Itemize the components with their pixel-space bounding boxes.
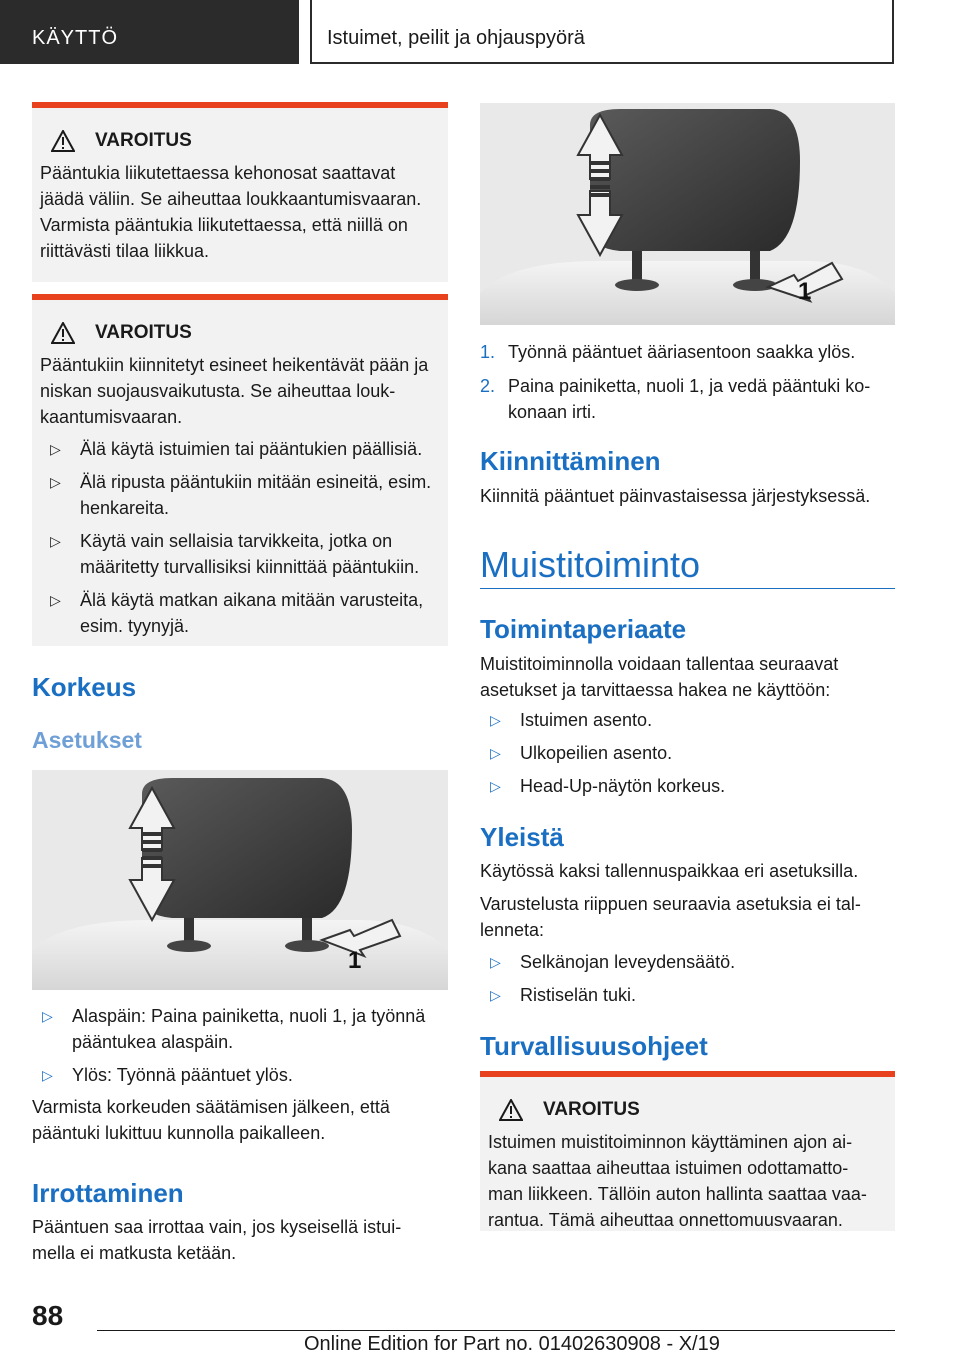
list-item: ▷ Älä käytä istuimien tai pääntukien päällisiä. (40, 436, 436, 462)
bullet-triangle-icon: ▷ (42, 1008, 53, 1024)
page-number: 88 (32, 1300, 64, 1331)
warning-text: Pääntukiin kiinnitetyt esineet heikentävät pään ja niskan suojausvaikutusta. Se aiheuttaa louk-kaantumisvaaran. (40, 355, 429, 427)
warning-title: VAROITUS (95, 130, 192, 151)
list-item: ▷ Alaspäin: Paina painiketta, nuoli 1, ja työnnä pääntukea alaspäin. (32, 1003, 442, 1055)
kiinnittaminen-text: Kiinnitä pääntuet päinvastaisessa järjestyksessä. (480, 486, 871, 506)
heading-toimintaperiaate: Toimintaperiaate (480, 614, 687, 644)
adjust-note: Varmista korkeuden säätämisen jälkeen, että pääntuki lukittuu kunnolla paikalleen. (32, 1097, 390, 1143)
bullet-triangle-icon: ▷ (50, 592, 61, 608)
callout-number: 1 (348, 947, 362, 974)
section-tab (0, 0, 299, 64)
warning-text: Istuimen muistitoiminnon käyttäminen ajon ai-kana saattaa aiheuttaa istuimen odottamatto-man liikkeen. Tällöin auton hallinta saattaa vaa-rantua. Tämä aiheuttaa onnettomuusvaaran. (488, 1132, 867, 1230)
warning-triangle-icon (499, 1099, 523, 1121)
heading-kiinnittaminen: Kiinnittäminen (480, 446, 661, 476)
list-item: ▷ Älä ripusta pääntukiin mitään esineitä, esim. henkareita. (40, 469, 436, 521)
bullet-triangle-icon: ▷ (50, 441, 61, 457)
yleista-text-1: Käytössä kaksi tallennuspaikkaa eri asetuksilla. (480, 861, 859, 881)
headrest-adjust-illustration (32, 770, 448, 990)
yleista-text-2: Varustelusta riippuen seuraavia asetuksia ei tal-lenneta: (480, 894, 861, 940)
heading-turvallisuusohjeet: Turvallisuusohjeet (480, 1031, 708, 1061)
bullet-triangle-icon: ▷ (490, 745, 501, 761)
heading-underline (480, 588, 895, 589)
list-item: ▷ Ylös: Työnnä pääntuet ylös. (32, 1062, 442, 1088)
list-item: ▷ Käytä vain sellaisia tarvikkeita, jotka on määritetty turvallisiksi kiinnittää pääntukiin. (40, 528, 436, 580)
chapter-tab (310, 0, 894, 64)
warning-box-accessories (32, 294, 448, 646)
memory-list (480, 707, 892, 806)
headrest-illustration (32, 770, 448, 990)
warning-box-pinching (32, 102, 448, 282)
list-item: ▷ Ristiselän tuki. (480, 982, 892, 1008)
list-item: ▷ Istuimen asento. (480, 707, 892, 733)
heading-yleista: Yleistä (480, 822, 564, 852)
step-item: 1. Työnnä pääntuet ääriasentoon saakka ylös. (480, 342, 856, 362)
bullet-triangle-icon: ▷ (50, 533, 61, 549)
bullet-triangle-icon: ▷ (50, 474, 61, 490)
heading-korkeus: Korkeus (32, 672, 137, 702)
not-saved-list (480, 949, 892, 1015)
headrest-illustration (480, 103, 895, 325)
adjust-list (32, 1003, 442, 1095)
warning-triangle-icon (51, 130, 75, 152)
warning-triangle-icon (51, 322, 75, 344)
bullet-triangle-icon: ▷ (490, 778, 501, 794)
heading-muistitoiminto: Muistitoiminto (480, 544, 701, 585)
footer-divider (97, 1330, 895, 1331)
warning-title: VAROITUS (543, 1099, 640, 1120)
warning-box-memory (480, 1071, 895, 1231)
chapter-title: Istuimet, peilit ja ohjauspyörä (327, 27, 585, 49)
callout-number: 1 (798, 278, 812, 305)
bullet-triangle-icon: ▷ (490, 954, 501, 970)
warning-text: Pääntukia liikutettaessa kehonosat saattavat jäädä väliin. Se aiheuttaa loukkaantumisvaaran. Varmista pääntukia liikutettaessa, että niillä on riittävästi tilaa liikkua. (40, 163, 422, 261)
warning-title: VAROITUS (95, 322, 192, 343)
list-item: ▷ Selkänojan leveydensäätö. (480, 949, 892, 975)
heading-irrottaminen: Irrottaminen (32, 1178, 184, 1208)
irrottaminen-text: Pääntuen saa irrottaa vain, jos kyseisellä istui-mella ei matkusta ketään. (32, 1217, 402, 1263)
removal-steps (480, 339, 892, 433)
bullet-triangle-icon: ▷ (490, 987, 501, 1003)
list-item: ▷ Ulkopeilien asento. (480, 740, 892, 766)
heading-asetukset: Asetukset (32, 727, 142, 753)
bullet-triangle-icon: ▷ (490, 712, 501, 728)
step-item: 2. Paina painiketta, nuoli 1, ja vedä pääntuki ko-konaan irti. (480, 376, 871, 422)
section-title: KÄYTTÖ (32, 27, 119, 49)
footer-text: Online Edition for Part no. 01402630908 - X/19 (304, 1333, 720, 1355)
toimintaperiaate-text: Muistitoiminnolla voidaan tallentaa seuraavat asetukset ja tarvittaessa hakea ne käyttöön: (480, 654, 839, 700)
warning-list (40, 436, 436, 639)
list-item: ▷ Head-Up-näytön korkeus. (480, 773, 892, 799)
bullet-triangle-icon: ▷ (42, 1067, 53, 1083)
headrest-remove-illustration (480, 103, 895, 325)
list-item: ▷ Älä käytä matkan aikana mitään varusteita, esim. tyynyjä. (40, 587, 436, 639)
